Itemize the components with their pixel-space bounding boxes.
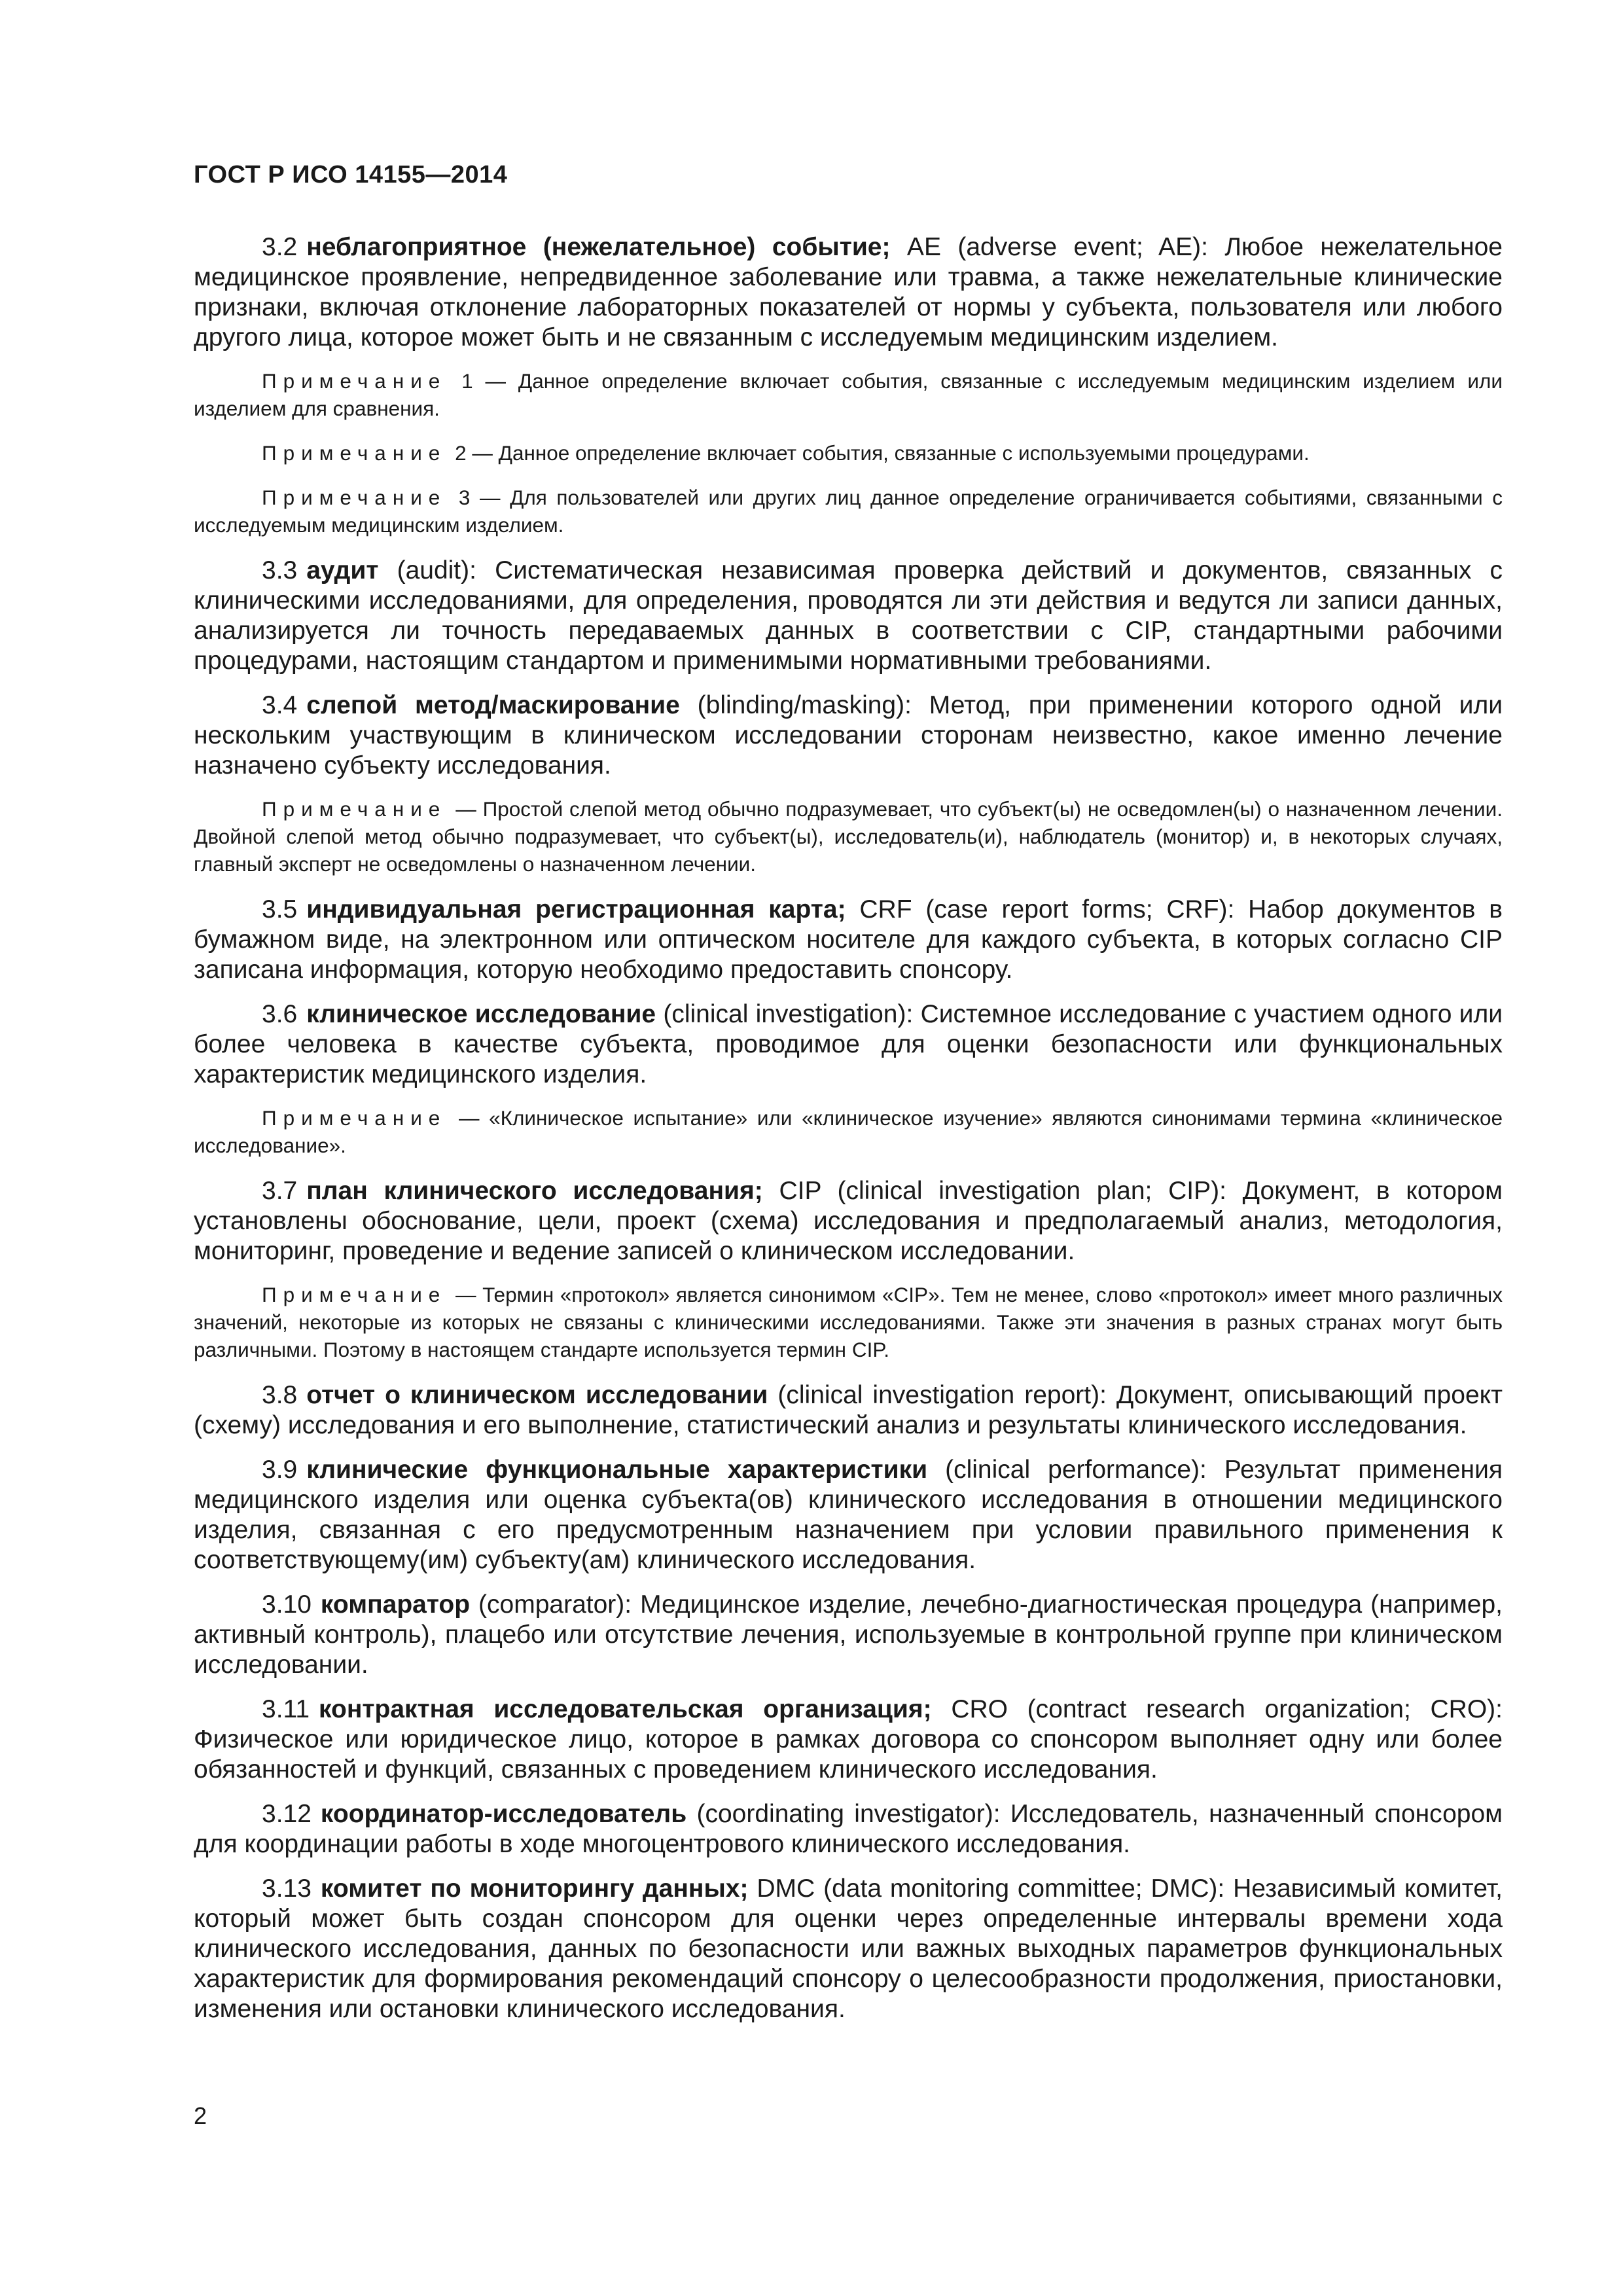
term-name: слепой метод/маскирование — [306, 691, 680, 719]
term-definition: (clinical investigation report): Документ, описывающий проект (схему) исследования и его выполнение, статистический анализ и результаты клинического исследования. — [194, 1381, 1503, 1439]
term-entry — [194, 1874, 1503, 2024]
term-definition: (clinical investigation): Системное исследование с участием одного или более человека в качестве субъекта, проводимое для оценки безопасности или функциональных характеристик медицинского изделия. — [194, 1000, 1503, 1088]
term-number: 3.9 — [262, 1456, 298, 1484]
term-definition: (clinical performance): Результат применения медицинского изделия или оценка субъекта(ов) клинического исследования в отношении медицинского изделия, связанная с его предусмотренным назначением при условии правильного применения к соответствующему(им) субъекту(ам) клинического исследования. — [194, 1456, 1503, 1574]
term-entry — [194, 556, 1503, 676]
term-definition: AE (adverse event; AE): Любое нежелательное медицинское проявление, непредвиденное заболевание или травма, а также нежелательные клинические признаки, включая отклонение лабораторных показателей от нормы у субъекта, пользователя или любого другого лица, которое может быть и не связанным с исследуемым медицинским изделием. — [194, 233, 1503, 351]
term-number: 3.10 — [262, 1590, 312, 1619]
term-number: 3.5 — [262, 895, 298, 924]
note-suffix: — — [449, 1283, 483, 1306]
term-name: индивидуальная регистрационная карта; — [306, 895, 846, 924]
note-label: Примечание — [262, 1106, 447, 1130]
term-entry — [194, 895, 1503, 985]
term-name: комитет по мониторингу данных; — [320, 1874, 749, 1903]
note-text: Простой слепой метод обычно подразумевает, что субъект(ы) не осведомлен(ы) о назначенном лечении. Двойной слепой метод обычно подразумевает, что субъект(ы), исследователь(и), наблюдатель (монитор) и, в некоторых случаях, главный эксперт не осведомлены о назначенном лечении. — [194, 797, 1503, 876]
note-suffix: 1 — — [449, 369, 518, 393]
term-definition: (audit): Систематическая независимая проверка действий и документов, связанных с клиническими исследованиями, для определения, проводятся ли эти действия и ведутся ли записи данных, анализируется ли точность передаваемых данных в соответствии с CIP, стандартными рабочими процедурами, настоящим стандартом и применимыми нормативными требованиями. — [194, 556, 1503, 675]
term-entry — [194, 691, 1503, 781]
term-name: отчет о клиническом исследовании — [306, 1381, 768, 1409]
note-label: Примечание — [262, 1283, 447, 1306]
term-entry — [194, 232, 1503, 353]
note-text: Для пользователей или других лиц данное определение ограничивается событиями, связанными с исследуемым медицинским изделием. — [194, 486, 1503, 537]
term-definition: CIP (clinical investigation plan; CIP): Документ, в котором установлены обоснование, цели, проект (схема) исследования и предполагаемый анализ, методология, мониторинг, проведение и ведение записей о клиническом исследовании. — [194, 1177, 1503, 1265]
term-entry — [194, 1590, 1503, 1680]
term-entry — [194, 1695, 1503, 1785]
term-definition: (blinding/masking): Метод, при применении которого одной или нескольким участвующим в клиническом исследовании сторонам неизвестно, какое именно лечение назначено субъекту исследования. — [194, 691, 1503, 780]
term-number: 3.12 — [262, 1800, 312, 1828]
term-number: 3.3 — [262, 556, 298, 584]
note — [194, 439, 1503, 467]
term-name: компаратор — [320, 1590, 471, 1619]
page-number: 2 — [194, 2102, 207, 2129]
term-number: 3.6 — [262, 1000, 298, 1028]
term-entry — [194, 999, 1503, 1090]
term-number: 3.11 — [262, 1695, 310, 1723]
term-definition: CRO (contract research organization; CRO): Физическое или юридическое лицо, которое в рамках договора со спонсором выполняет одну или более обязанностей и функций, связанных с проведением клинического исследования. — [194, 1695, 1503, 1784]
note-text: Данное определение включает события, связанные с используемыми процедурами. — [498, 441, 1310, 465]
term-definition: DMC (data monitoring committee; DMC): Независимый комитет, который может быть создан спонсором для оценки через определенные интервалы времени хода клинического исследования, данных по безопасности или важных выходных параметров функциональных характеристик для формирования рекомендаций спонсору о целесообразности продолжения, приостановки, изменения или остановки клинического исследования. — [194, 1874, 1503, 2023]
document-body — [194, 232, 1503, 2039]
term-entry — [194, 1380, 1503, 1441]
term-number: 3.4 — [262, 691, 298, 719]
note-text: Данное определение включает события, связанные с исследуемым медицинским изделием или изделием для сравнения. — [194, 369, 1503, 420]
note — [194, 1104, 1503, 1159]
term-definition: (comparator): Медицинское изделие, лечебно-диагностическая процедура (например, активный контроль), плацебо или отсутствие лечения, используемые в контрольной группе при клиническом исследовании. — [194, 1590, 1503, 1679]
note — [194, 795, 1503, 878]
term-name: план клинического исследования; — [306, 1177, 763, 1205]
note-label: Примечание — [262, 369, 447, 393]
term-entry — [194, 1455, 1503, 1575]
term-name: координатор-исследователь — [320, 1800, 687, 1828]
note-label: Примечание — [262, 797, 447, 821]
note-label: Примечание — [262, 486, 447, 509]
term-name: контрактная исследовательская организация; — [319, 1695, 932, 1723]
term-name: клинические функциональные характеристики — [306, 1456, 928, 1484]
note — [194, 367, 1503, 422]
note-text: Термин «протокол» является синонимом «CIP». Тем не менее, слово «протокол» имеет много различных значений, некоторые из которых не связаны с клиническими исследованиями. Также эти значения в разных странах могут быть различными. Поэтому в настоящем стандарте используется термин CIP. — [194, 1283, 1503, 1361]
document-header: ГОСТ Р ИСО 14155—2014 — [194, 161, 508, 188]
term-name: неблагоприятное (нежелательное) событие; — [306, 233, 891, 261]
term-entry — [194, 1176, 1503, 1266]
term-name: клиническое исследование — [306, 1000, 656, 1028]
note-label: Примечание — [262, 441, 447, 465]
term-number: 3.2 — [262, 233, 298, 261]
note — [194, 484, 1503, 539]
term-entry — [194, 1799, 1503, 1859]
term-definition: (coordinating investigator): Исследователь, назначенный спонсором для координации работы в ходе многоцентрового клинического исследования. — [194, 1800, 1503, 1858]
term-number: 3.13 — [262, 1874, 312, 1903]
term-number: 3.7 — [262, 1177, 298, 1205]
term-number: 3.8 — [262, 1381, 298, 1409]
note-suffix: — — [449, 797, 483, 821]
note-suffix: — — [449, 1106, 490, 1130]
term-definition: CRF (case report forms; CRF): Набор документов в бумажном виде, на электронном или оптическом носителе для каждого субъекта, в которых согласно CIP записана информация, которую необходимо предоставить спонсору. — [194, 895, 1503, 984]
note-suffix: 2 — — [449, 441, 499, 465]
note-text: «Клиническое испытание» или «клиническое изучение» являются синонимами термина «клиническое исследование». — [194, 1106, 1503, 1157]
note — [194, 1281, 1503, 1363]
term-name: аудит — [306, 556, 379, 584]
note-suffix: 3 — — [449, 486, 510, 509]
